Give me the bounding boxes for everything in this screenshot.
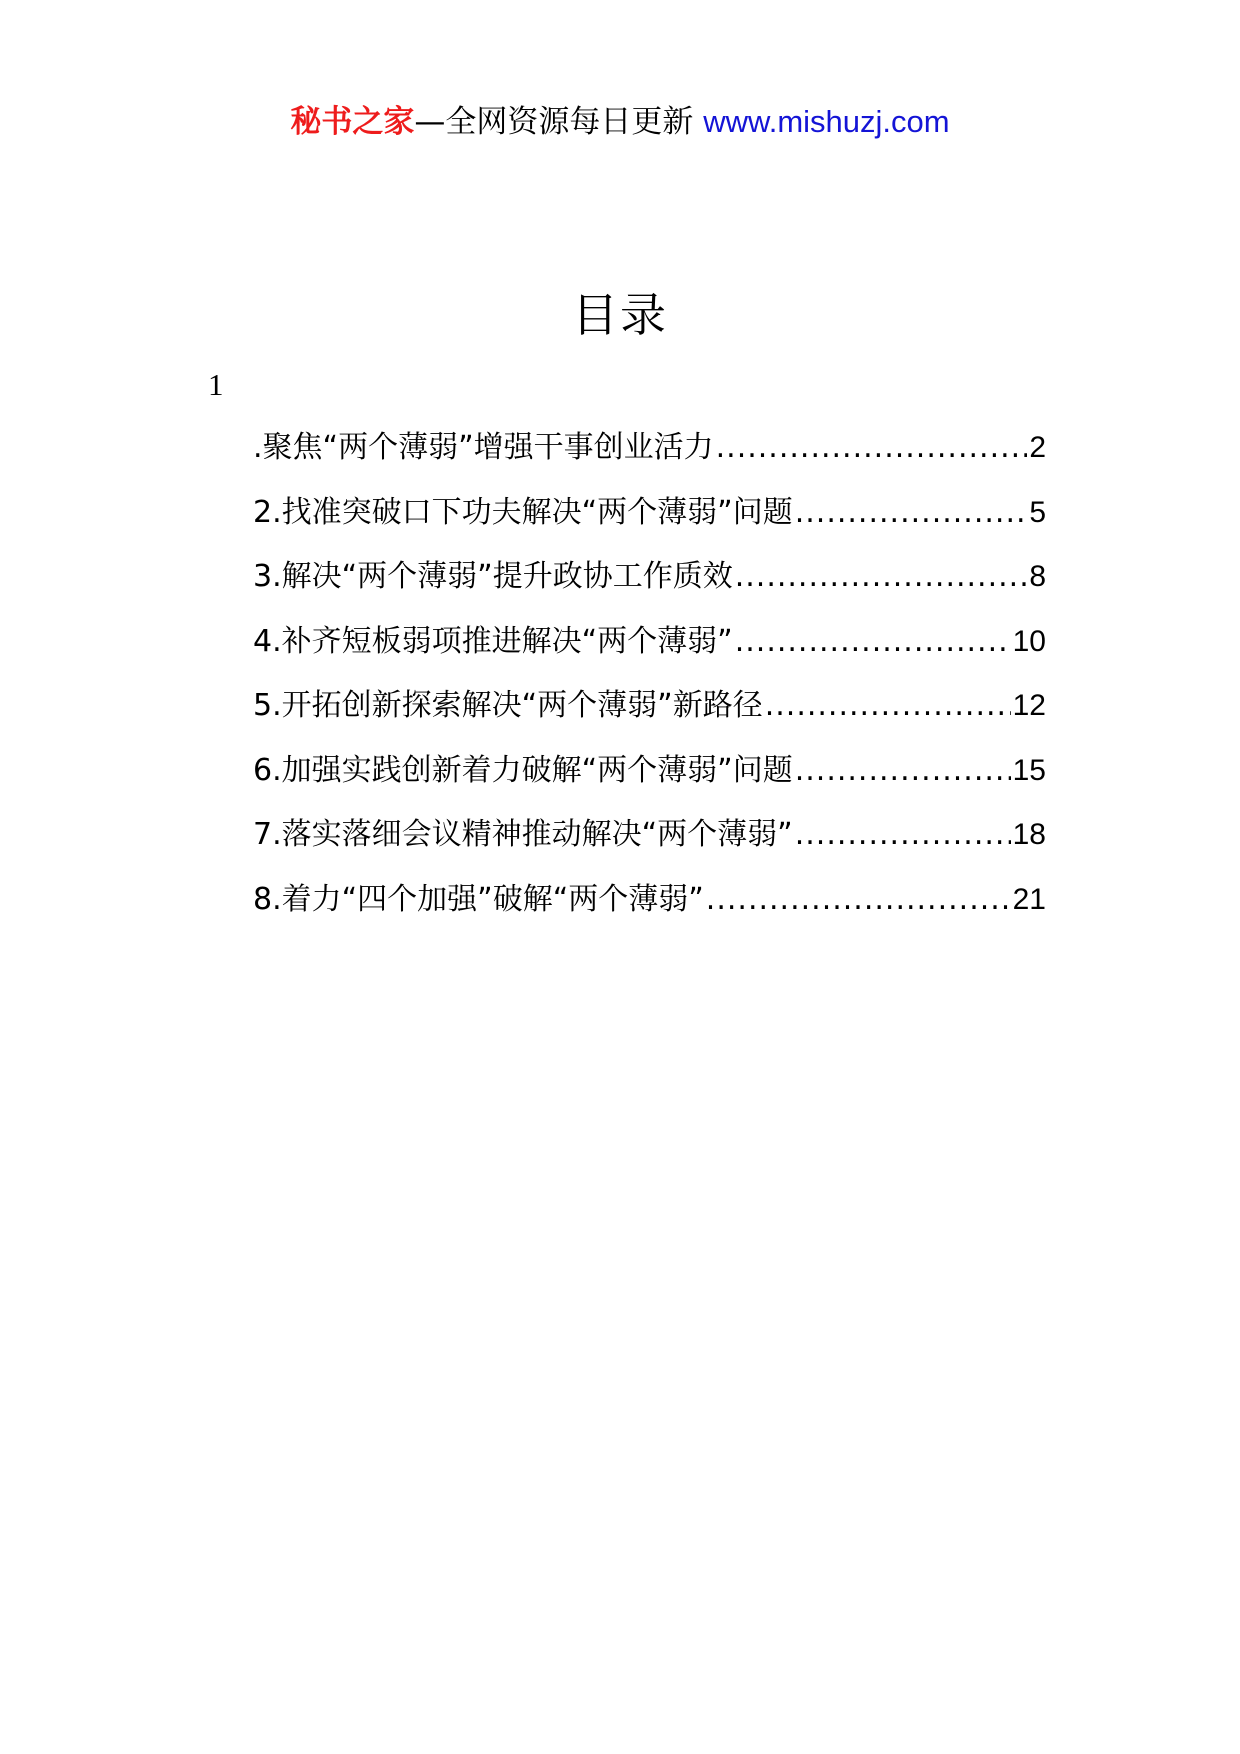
toc-dot-leader: [795, 815, 1011, 855]
toc-dot-leader: [795, 751, 1011, 791]
header-tagline: —全网资源每日更新: [414, 104, 704, 140]
toc-page-number: 15: [1012, 753, 1046, 787]
toc-dot-leader: [735, 622, 1011, 662]
toc-entry-title: 8.着力“四个加强”破解“两个薄弱”: [253, 881, 704, 917]
toc-entry[interactable]: [253, 815, 1046, 880]
table-of-contents: [253, 428, 1046, 944]
toc-entry[interactable]: [253, 493, 1046, 558]
toc-entry[interactable]: [253, 686, 1046, 751]
toc-entry[interactable]: [253, 622, 1046, 687]
stray-number: 1: [208, 367, 224, 402]
site-header: [0, 100, 1240, 144]
page-title: 目录: [572, 288, 668, 342]
toc-dot-leader: [795, 493, 1028, 533]
toc-dot-leader: [765, 686, 1011, 726]
toc-entry-title: 4.补齐短板弱项推进解决“两个薄弱”: [253, 623, 733, 659]
toc-dot-leader: [735, 557, 1028, 597]
toc-entry[interactable]: [253, 751, 1046, 816]
toc-entry[interactable]: [253, 880, 1046, 945]
toc-entry-title: 6.加强实践创新着力破解“两个薄弱”问题: [253, 752, 793, 788]
toc-entry[interactable]: [253, 428, 1046, 493]
toc-entry-title: 7.落实落细会议精神推动解决“两个薄弱”: [253, 817, 793, 852]
toc-page-number: 2: [1029, 431, 1046, 464]
toc-page-number: 5: [1029, 495, 1046, 529]
toc-dot-leader: [706, 880, 1011, 920]
toc-entry-title: .聚焦“两个薄弱”增强干事创业活力: [253, 430, 714, 465]
toc-page-number: 10: [1012, 624, 1046, 658]
brand-name: 秘书之家: [290, 104, 415, 140]
toc-page-number: 8: [1029, 560, 1046, 593]
toc-entry[interactable]: [253, 557, 1046, 622]
toc-page-number: 21: [1012, 882, 1046, 916]
site-link[interactable]: www.mishuzj.com: [703, 104, 950, 139]
toc-dot-leader: [716, 428, 1028, 468]
toc-entry-title: 3.解决“两个薄弱”提升政协工作质效: [253, 559, 733, 594]
toc-page-number: 12: [1012, 689, 1046, 722]
toc-entry-title: 5.开拓创新探索解决“两个薄弱”新路径: [253, 688, 763, 723]
toc-entry-title: 2.找准突破口下功夫解决“两个薄弱”问题: [253, 494, 793, 530]
toc-page-number: 18: [1012, 818, 1046, 851]
